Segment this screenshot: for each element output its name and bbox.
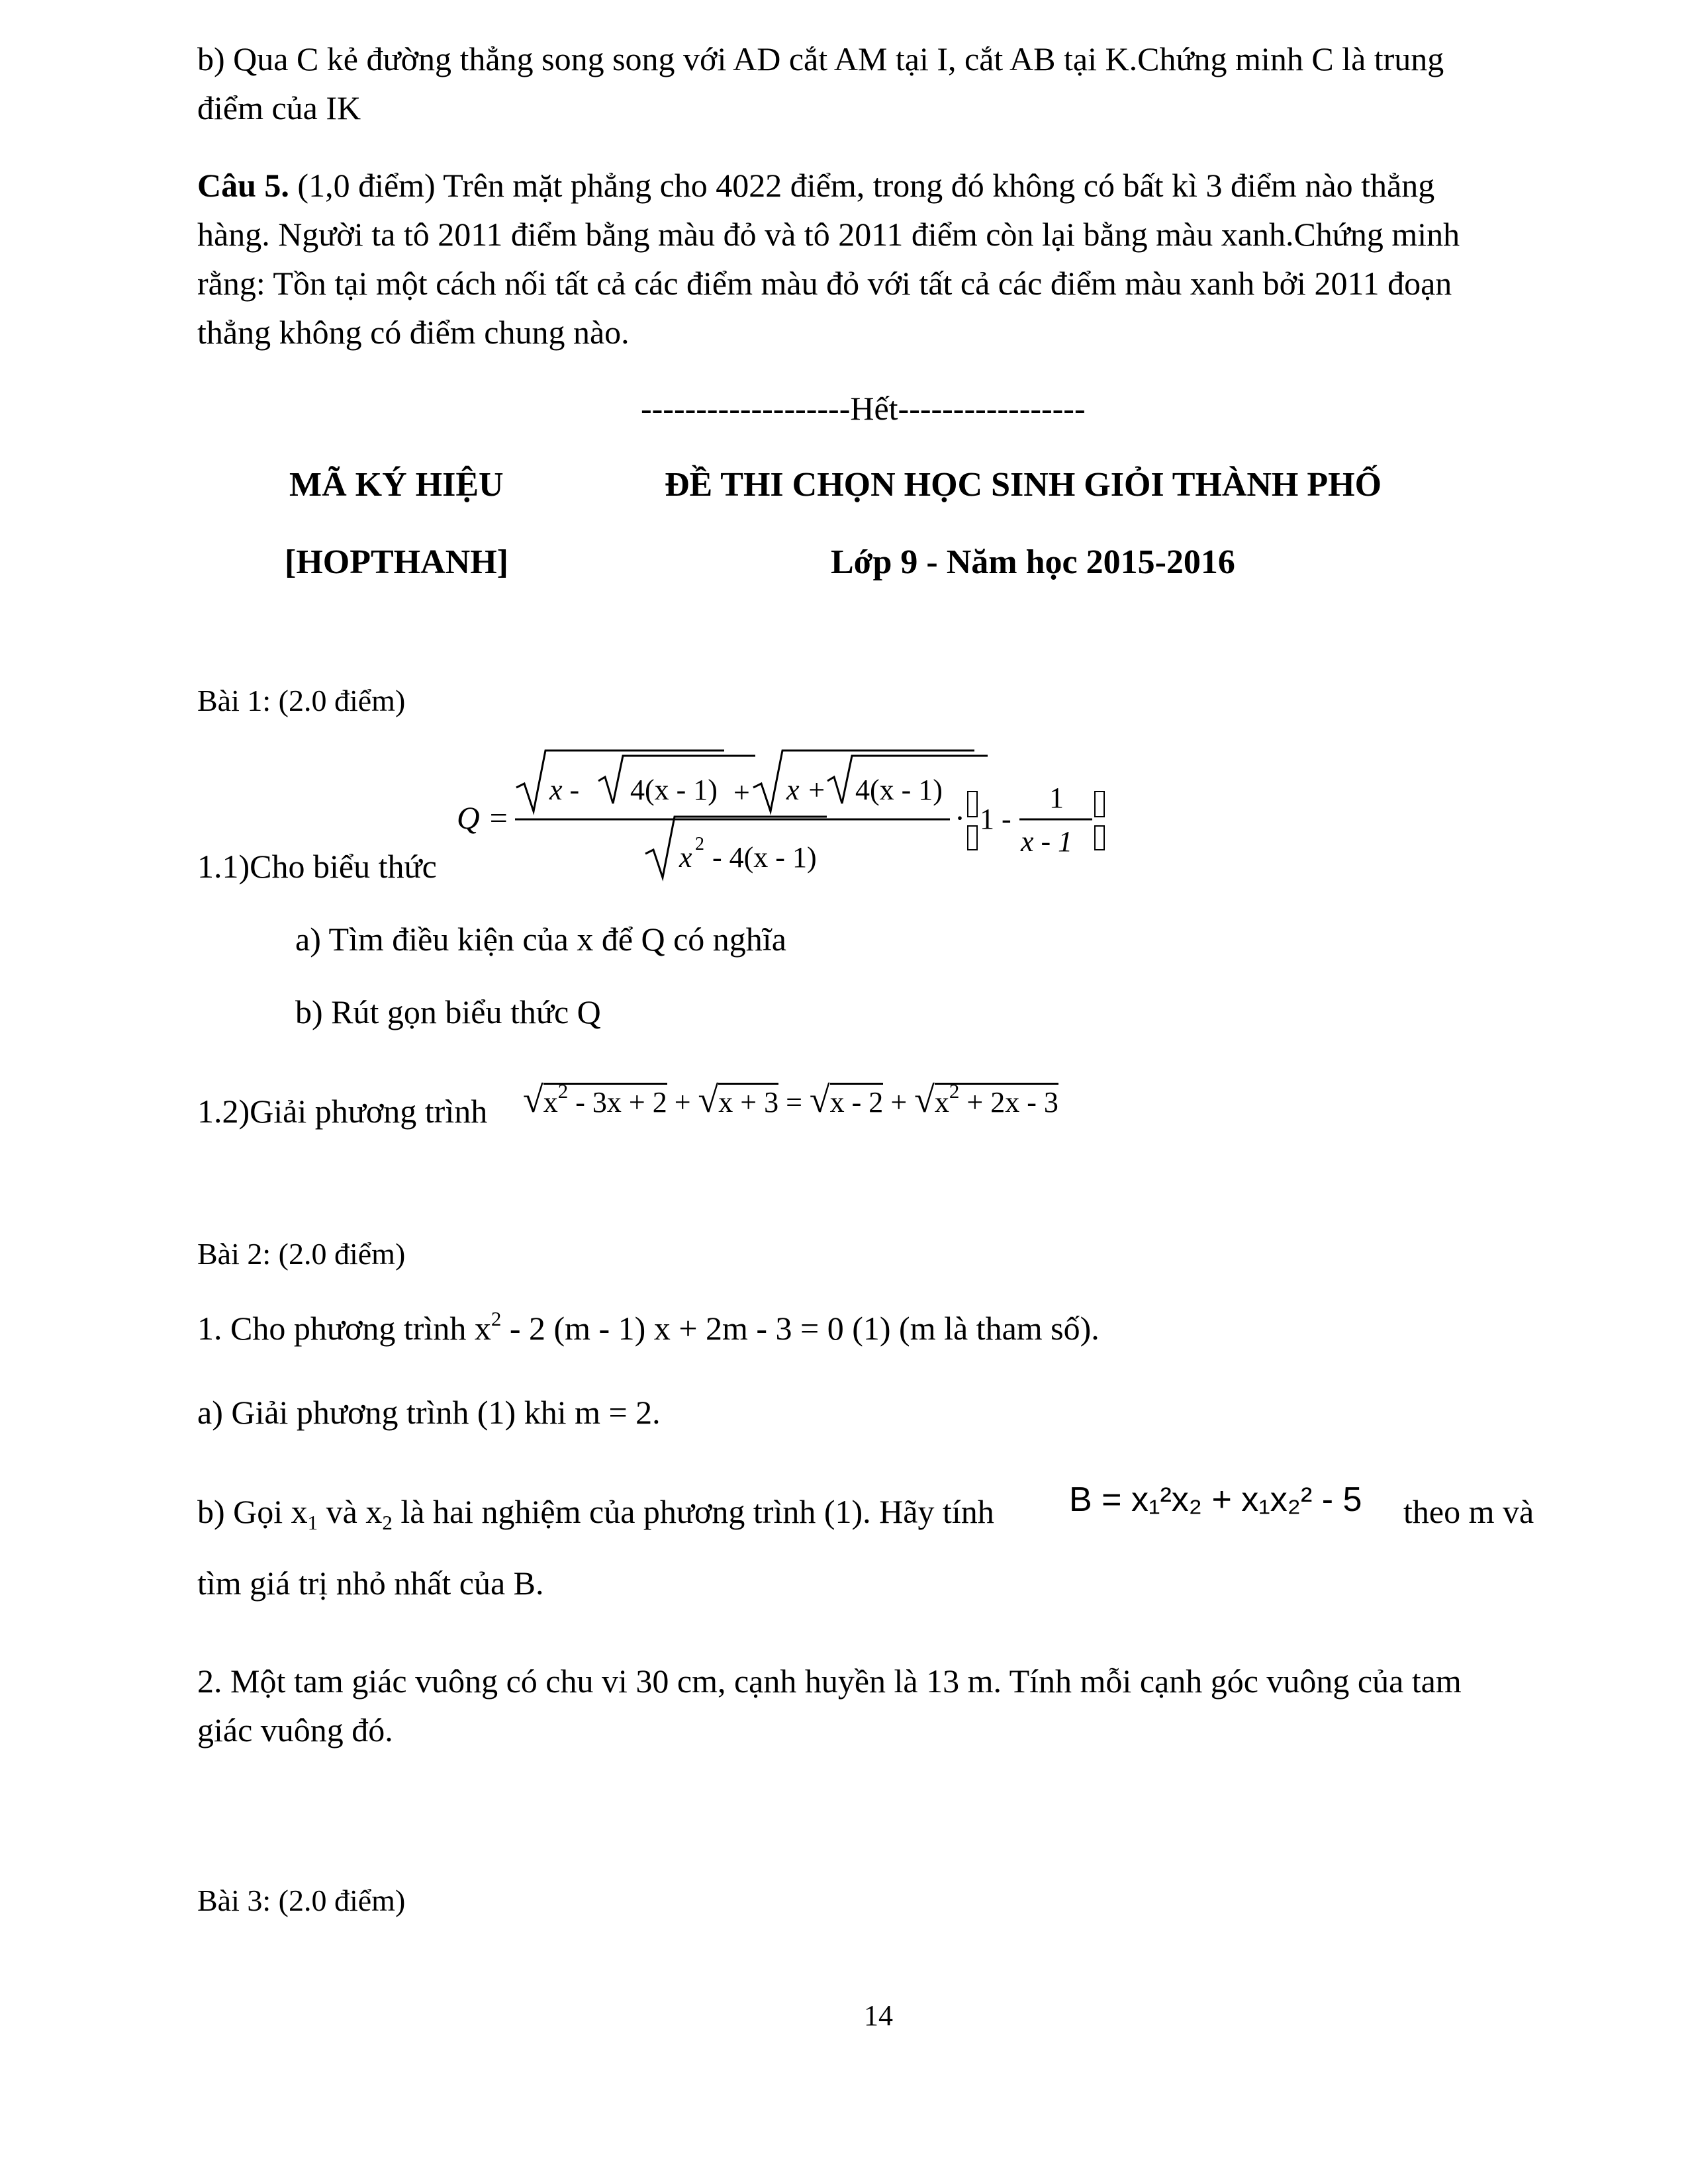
formula-q-num1-a: x -	[549, 774, 580, 806]
bai3-heading: Bài 3: (2.0 điểm)	[197, 1884, 406, 1917]
bai1-eq-label: 1.2)Giải phương trình	[197, 1093, 488, 1130]
formula-q-num2-b: 4(x - 1)	[855, 774, 943, 806]
bai2-part-b-line2: tìm giá trị nhỏ nhất của B.	[197, 1565, 544, 1602]
bai2-heading: Bài 2: (2.0 điểm)	[197, 1237, 406, 1271]
bai1-part-a: a) Tìm điều kiện của x để Q có nghĩa	[295, 921, 786, 958]
q4b-paragraph: b) Qua C kẻ đường thẳng song song với AD cắt AM tại I, cắt AB tại K.Chứng minh C là trung điểm của IK	[197, 40, 1444, 126]
bai1-intro: 1.1)Cho biểu thức	[197, 848, 437, 885]
formula-q-frac-den: x - 1	[1021, 825, 1073, 858]
exam-subtitle: Lớp 9 - Năm học 2015-2016	[831, 543, 1235, 581]
formula-q-den-b: - 4(x - 1)	[712, 841, 817, 874]
bai2-p2: 2. Một tam giác vuông có chu vi 30 cm, cạnh huyền là 13 m. Tính mỗi cạnh góc vuông của tam giác vuông đó.	[197, 1662, 1462, 1749]
code-value: [HOPTHANH]	[285, 543, 508, 581]
formula-q-num2-a: x +	[786, 774, 827, 806]
q5-label: Câu 5.	[197, 167, 289, 204]
code-label: MÃ KÝ HIỆU	[289, 466, 504, 504]
formula-q-one-minus: 1 -	[980, 803, 1011, 835]
bai1-heading: Bài 1: (2.0 điểm)	[197, 684, 406, 717]
formula-q-den-exp: 2	[695, 834, 704, 854]
end-marker: -------------------Hết-----------------	[641, 390, 1086, 427]
bai1-part-b: b) Rút gọn biểu thức Q	[295, 993, 601, 1030]
formula-q-lhs: Q =	[457, 801, 510, 836]
bai2-p1: 1. Cho phương trình $x^2 - 2$ (m - 1) x + 2m - 3 = 0 (1) (m là tham số).	[197, 1307, 1100, 1347]
formula-q-plus: +	[733, 776, 750, 809]
q5-paragraph: Câu 5. (1,0 điểm) Trên mặt phẳng cho 4022 điểm, trong đó không có bất kì 3 điểm nào thẳng hàng. Người ta tô 2011 điểm bằng màu đỏ và tô 2011 điểm còn lại bằng màu xanh.Chứng minh rằng: Tồn tại một cách nối tất cả các điểm màu đỏ với tất cả các điểm màu xanh bởi 2011 đoạn thẳng không có điểm chung nào.	[197, 167, 1460, 351]
exam-title: ĐỀ THI CHỌN HỌC SINH GIỎI THÀNH PHỐ	[665, 466, 1382, 504]
bai2-b-formula: B = x₁²x₂ + x₁x₂² - 5	[1069, 1480, 1362, 1519]
bai2-part-b-tail: theo m và	[1403, 1493, 1534, 1530]
bai1-equation: $√x^2 - 3x + 2 + √x + 3 = √x - 2 + √x^2 + 2x - 3$	[523, 1079, 1058, 1120]
formula-q-num1-b: 4(x - 1)	[630, 774, 718, 806]
bai2-part-a: a) Giải phương trình (1) khi m = 2.	[197, 1394, 661, 1431]
formula-q-dot: ·	[955, 801, 965, 836]
formula-q-den-a: x	[679, 841, 692, 874]
formula-q	[457, 741, 1125, 887]
formula-q-frac-num: 1	[1049, 782, 1064, 814]
bai2-part-b-line1: b) Gọi $x_1$ và $x_2$ là hai nghiệm của phương trình (1). Hãy tính	[197, 1493, 994, 1534]
page-number: 14	[864, 1999, 893, 2032]
